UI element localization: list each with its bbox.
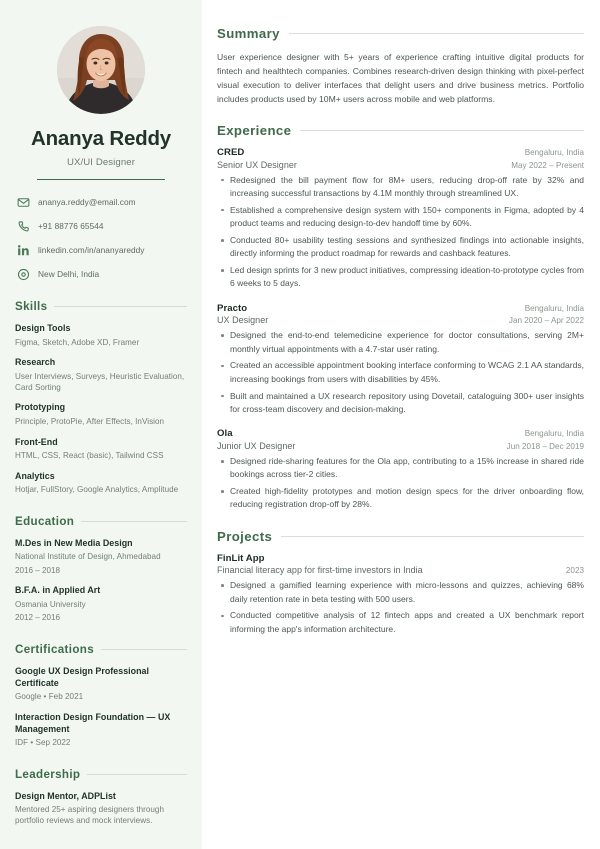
contact-phone[interactable] xyxy=(17,220,187,233)
entry-second-row xyxy=(217,441,584,451)
education-heading-text: Education xyxy=(15,514,75,528)
degree-years: 2012 – 2016 xyxy=(15,613,61,623)
experience-entry xyxy=(217,303,584,417)
projects-heading xyxy=(217,529,584,544)
job-title: UX/UI Designer xyxy=(66,156,136,168)
list-item: Created an accessible appointment booking interface conforming to WCAG 2.1 AA standards, increasing bookings from users with disabilities by 45%. xyxy=(217,359,584,386)
company-location: Bengaluru, India xyxy=(524,303,584,313)
page-title: Ananya Reddy xyxy=(31,127,171,150)
contact-location xyxy=(17,268,187,281)
section-summary xyxy=(217,26,584,106)
heading-divider xyxy=(54,306,187,307)
list-item xyxy=(15,323,187,348)
project-entry xyxy=(217,553,584,636)
list-item xyxy=(15,712,187,749)
avatar-wrapper xyxy=(15,26,187,114)
list-item xyxy=(15,791,187,827)
leadership-heading xyxy=(15,768,187,781)
contact-location-text: New Delhi, India xyxy=(38,268,100,279)
name-divider xyxy=(37,179,165,181)
degree-title: M.Des in New Media Design xyxy=(15,537,133,548)
project-name: FinLit App xyxy=(217,552,265,564)
skill-detail: HTML, CSS, React (basic), Tailwind CSS xyxy=(15,450,164,460)
company-name: CRED xyxy=(217,147,245,158)
location-pin-icon xyxy=(17,268,30,281)
section-projects xyxy=(217,529,584,636)
summary-heading xyxy=(217,26,584,41)
school-name: National Institute of Design, Ahmedabad xyxy=(15,552,161,562)
list-item: Designed ride-sharing features for the Ola app, contributing to a 15% increase in shared ride bookings across tier-2 cities. xyxy=(217,455,584,482)
job-dates: Jun 2018 – Dec 2019 xyxy=(506,441,584,451)
heading-divider xyxy=(281,536,584,537)
bullet-list xyxy=(217,174,584,291)
list-item xyxy=(15,437,187,462)
project-year: 2023 xyxy=(565,566,584,576)
entry-top-row xyxy=(217,147,584,158)
project-description: Financial literacy app for first-time investors in India xyxy=(217,565,423,576)
projects-heading-text: Projects xyxy=(217,528,273,544)
heading-divider xyxy=(300,130,584,131)
skills-heading-text: Skills xyxy=(15,300,48,314)
summary-heading-text: Summary xyxy=(217,26,280,41)
leadership-detail: Mentored 25+ aspiring designers through portfolio reviews and mock interviews. xyxy=(15,805,164,826)
heading-divider xyxy=(87,774,187,775)
experience-heading-text: Experience xyxy=(217,123,292,138)
list-item: Conducted competitive analysis of 12 fintech apps and created a UX benchmark report informing the app's information architecture. xyxy=(217,609,584,636)
company-name: Ola xyxy=(217,428,233,440)
list-item: Created high-fidelity prototypes and motion design specs for the driver onboarding flow, reducing registration drop-off by 28%. xyxy=(217,485,584,512)
list-item: Established a comprehensive design system with 150+ components in Figma, adopted by 4 product teams and reducing design-to-dev handoff time by 60%. xyxy=(217,204,584,231)
skill-detail: Principle, ProtoPie, After Effects, InVision xyxy=(15,416,165,426)
sidebar xyxy=(0,0,202,849)
company-name: Practo xyxy=(217,302,248,314)
job-role: Junior UX Designer xyxy=(217,440,296,451)
bullet-list xyxy=(217,455,584,512)
skill-detail: Hotjar, FullStory, Google Analytics, Amplitude xyxy=(15,485,179,495)
skill-category: Research xyxy=(15,357,56,368)
education-heading xyxy=(15,515,187,528)
certifications-heading xyxy=(15,643,187,656)
skill-category: Analytics xyxy=(15,470,55,481)
experience-entry xyxy=(217,428,584,511)
company-location: Bengaluru, India xyxy=(524,429,584,439)
certification-meta: Google • Feb 2021 xyxy=(15,692,84,702)
experience-entry xyxy=(217,147,584,291)
section-education xyxy=(15,515,187,624)
list-item xyxy=(15,666,187,703)
skills-heading xyxy=(15,300,187,313)
skill-category: Front-End xyxy=(15,436,58,447)
experience-heading xyxy=(217,123,584,138)
degree-title: B.F.A. in Applied Art xyxy=(15,585,101,596)
certifications-heading-text: Certifications xyxy=(15,643,94,656)
company-location: Bengaluru, India xyxy=(524,148,584,157)
certification-title: Interaction Design Foundation — UX Management xyxy=(15,712,171,734)
entry-top-row xyxy=(217,553,584,564)
phone-icon xyxy=(17,220,30,233)
school-name: Osmania University xyxy=(15,599,86,609)
leadership-title: Design Mentor, ADPList xyxy=(15,791,116,802)
linkedin-icon xyxy=(17,244,30,257)
contact-phone-text: +91 88776 65544 xyxy=(38,220,104,231)
entry-second-row xyxy=(217,565,584,575)
section-experience xyxy=(217,123,584,512)
contact-linkedin-text: linkedin.com/in/ananyareddy xyxy=(38,244,145,255)
list-item: Built and maintained a UX research repository using Dovetail, cataloguing 300+ user insights for cross-team discovery and decision-making. xyxy=(217,390,584,417)
avatar xyxy=(57,26,145,114)
skill-category: Prototyping xyxy=(15,402,66,413)
contact-list xyxy=(15,196,187,281)
list-item: Led design sprints for 3 new product initiatives, compressing ideation-to-prototype cycles from 6 weeks to 5 days. xyxy=(217,264,584,291)
list-item xyxy=(15,357,187,393)
contact-linkedin[interactable] xyxy=(17,244,187,257)
list-item: Designed a gamified learning experience with micro-lessons and quizzes, achieving 68% daily retention rate in beta testing with 500 users. xyxy=(217,579,584,606)
entry-top-row xyxy=(217,428,584,439)
list-item: Conducted 80+ usability testing sessions and synthesized findings into actionable insights, directly informing the product roadmap for rewards and cashback features. xyxy=(217,234,584,261)
job-role: Senior UX Designer xyxy=(217,159,297,170)
heading-divider xyxy=(101,649,187,650)
section-leadership xyxy=(15,768,187,827)
bullet-list xyxy=(217,579,584,636)
list-item xyxy=(15,402,187,427)
entry-second-row xyxy=(217,160,584,170)
certification-meta: IDF • Sep 2022 xyxy=(15,738,71,748)
leadership-heading-text: Leadership xyxy=(15,768,81,782)
job-dates: Jan 2020 – Apr 2022 xyxy=(508,316,584,326)
list-item: Designed the end-to-end telemedicine experience for doctor consultations, serving 2M+ monthly virtual appointments with a 4.7-star user rating. xyxy=(217,329,584,356)
entry-second-row xyxy=(217,315,584,325)
skill-detail: Figma, Sketch, Adobe XD, Framer xyxy=(15,337,140,347)
section-certifications xyxy=(15,643,187,749)
skill-detail: User Interviews, Surveys, Heuristic Evaluation, Card Sorting xyxy=(15,371,185,392)
job-dates: May 2022 – Present xyxy=(511,160,584,170)
summary-text: User experience designer with 5+ years of experience crafting intuitive digital products for fintech and healthtech companies. Combines research-driven design thinking with pixel-perfect visual execution to deliver interfaces that delight users and drive business metrics. Portfolio includes products used by 10M+ users across mobile and web platforms. xyxy=(217,52,584,104)
skill-category: Design Tools xyxy=(15,323,71,334)
list-item xyxy=(15,471,187,496)
heading-divider xyxy=(81,521,187,522)
contact-email-text: ananya.reddy@email.com xyxy=(38,196,136,207)
heading-divider xyxy=(289,33,584,34)
list-item xyxy=(15,585,187,624)
contact-email[interactable] xyxy=(17,196,187,209)
job-role: UX Designer xyxy=(217,315,269,326)
degree-years: 2016 – 2018 xyxy=(15,565,61,575)
entry-top-row xyxy=(217,303,584,314)
envelope-icon xyxy=(17,196,30,209)
main-content xyxy=(202,0,600,849)
certification-title: Google UX Design Professional Certificate xyxy=(15,666,150,688)
bullet-list xyxy=(217,329,584,416)
list-item: Redesigned the bill payment flow for 8M+ users, reducing drop-off rate by 32% and increasing successful transactions by 4.1M monthly through streamlined UX. xyxy=(217,174,584,201)
list-item xyxy=(15,538,187,577)
section-skills xyxy=(15,300,187,496)
